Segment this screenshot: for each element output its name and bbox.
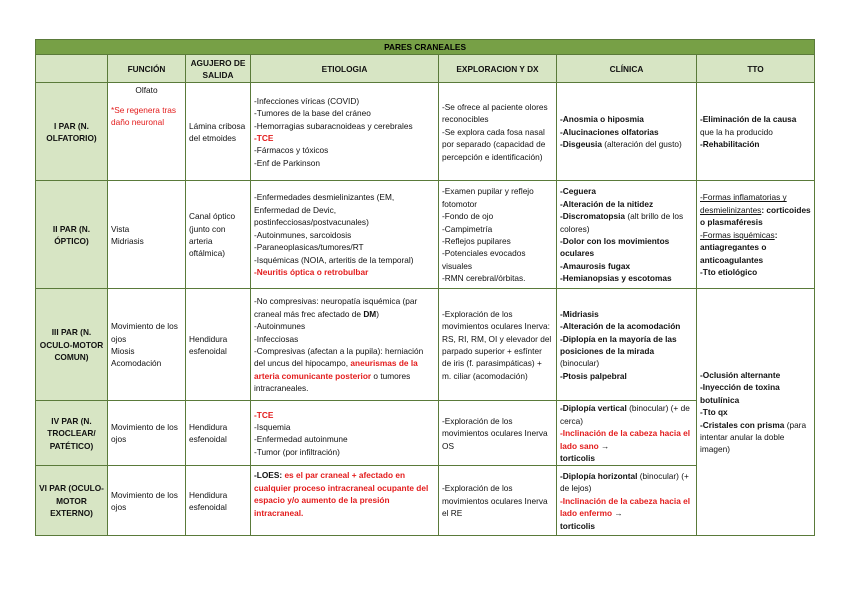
funcion-cell [108, 83, 186, 181]
etiologia-item-highlight: -TCE [254, 409, 274, 420]
clinica-item: -Anosmia o hiposmia [560, 114, 644, 125]
tto-cell [697, 181, 815, 289]
clinica-item: -Amaurosis fugax [560, 260, 631, 271]
funcion-text: Acomodación [111, 358, 162, 369]
clinica-item: -Diplopía vertical [560, 403, 627, 414]
tto-item: -Eliminación de la causa [700, 114, 797, 125]
nerve-label: IV PAR (N. TROCLEAR/ PATÉTICO) [36, 401, 108, 466]
header-exploracion: EXPLORACION Y DX [439, 55, 557, 83]
tto-cell [697, 83, 815, 181]
etiologia-item: -Enfermedades desmielinizantes (EM, Enfermedad de Devic, postinfecciosas/postvacunales) [254, 192, 395, 228]
table-row [36, 83, 815, 181]
tto-item: -Rehabilitación [700, 139, 760, 150]
etiologia-item: -LOES [254, 470, 280, 481]
clinica-item: -Diplopía horizontal [560, 470, 638, 481]
clinica-item: -Alucinaciones olfatorias [560, 126, 659, 137]
etiologia-separator: : [279, 470, 285, 481]
exploracion-item: -RMN cerebral/órbitas. [442, 273, 526, 284]
exploracion-cell [439, 289, 557, 401]
clinica-cell [557, 401, 697, 466]
etiologia-item: -Autoinmunes [254, 321, 306, 332]
clinica-item-detail: (binocular) (+ de cerca) [560, 403, 690, 426]
etiologia-cell [251, 401, 439, 466]
funcion-text: Olfato [135, 85, 158, 96]
etiologia-item-highlight: aneurismas de la arteria comunicante posterior [254, 358, 418, 381]
etiologia-item-highlight: -Neuritis óptica o retrobulbar [254, 266, 369, 277]
clinica-cell [557, 466, 697, 536]
etiologia-item: -Hemorragias subaracnoideas y cerebrales [254, 120, 413, 131]
tto-item: -Cristales con prisma [700, 419, 785, 430]
cranial-nerves-table [35, 39, 815, 536]
exploracion-cell [439, 83, 557, 181]
agujero-cell: Hendidura esfenoidal [186, 466, 251, 536]
clinica-item: -Midriasis [560, 308, 599, 319]
funcion-cell: Movimiento de los ojos [108, 466, 186, 536]
etiologia-item: -Isquémicas (NOIA, arteritis de la temporal) [254, 254, 414, 265]
etiologia-item: -Infecciosas [254, 333, 299, 344]
etiologia-item: -Enf de Parkinson [254, 157, 320, 168]
funcion-text: Movimiento de los ojos [111, 321, 178, 344]
header-tto: TTO [697, 55, 815, 83]
tto-item: -Tto qx [700, 407, 728, 418]
clinica-item-detail: (binocular) (+ de lejos) [560, 470, 689, 494]
etiologia-cell [251, 181, 439, 289]
exploracion-item: -Se ofrece al paciente olores reconocibles [442, 101, 548, 125]
exploracion-item: -Reflejos pupilares [442, 235, 511, 246]
tto-item-detail: que la ha producido [700, 126, 773, 137]
exploracion-item: -Fondo de ojo [442, 211, 494, 222]
clinica-item-highlight: -Inclinación de la cabeza hacia el lado enfermo [560, 495, 691, 519]
nerve-label: III PAR (N. OCULO-MOTOR COMUN) [36, 289, 108, 401]
header-agujero: AGUJERO DE SALIDA [186, 55, 251, 83]
table-row [36, 289, 815, 401]
exploracion-item: -Examen pupilar y reflejo fotomotor [442, 186, 534, 209]
etiologia-item-highlight: es el par craneal + afectado en cualquier proceso intracraneal ocupante del espacio y/o aumento de la presión intracraneal. [254, 470, 429, 518]
etiologia-item: o tumores intracraneales. [254, 370, 411, 394]
funcion-cell [108, 289, 186, 401]
exploracion-cell [439, 401, 557, 466]
exploracion-cell [439, 466, 557, 536]
clinica-item: -Disgeusia [560, 139, 602, 150]
etiologia-item: -No compresivas: neuropatía isquémica (par craneal más frec afectado de [254, 296, 418, 319]
tto-item: -Tto etiológico [700, 266, 758, 277]
exploracion-item: -Se explora cada fosa nasal por separado (capacidad de percepción e identificación) [442, 126, 546, 162]
clinica-item-detail: (binocular) [560, 358, 600, 369]
etiologia-item: ) [376, 308, 379, 319]
clinica-item: -Discromatopsia [560, 211, 626, 222]
tto-item-underlined: -Formas isquémicas [700, 229, 775, 240]
header-clinica: CLÍNICA [557, 55, 697, 83]
tto-item: -Oclusión alternante [700, 370, 781, 380]
clinica-cell [557, 289, 697, 401]
header-corner [36, 55, 108, 83]
clinica-item: -Ceguera [560, 186, 596, 197]
tto-item: : antiagregantes o anticoagulantes [700, 229, 778, 265]
etiologia-cell [251, 289, 439, 401]
funcion-cell: Movimiento de los ojos [108, 401, 186, 466]
nerve-label: II PAR (N. ÓPTICO) [36, 181, 108, 289]
clinica-item: -Diplopía en la mayoría de las posiciones de la mirada [560, 333, 677, 356]
etiologia-item: -Tumor (por infiltración) [254, 446, 340, 457]
clinica-item-highlight: -Inclinación de la cabeza hacia el lado sano [560, 428, 691, 451]
etiologia-item: -Paraneoplasicas/tumores/RT [254, 242, 364, 253]
etiologia-item: -Autoinmunes, sarcoidosis [254, 229, 352, 240]
tto-item: : corticoides o plasmaféresis [700, 204, 811, 228]
tto-item: -Inyección de toxina botulínica [700, 382, 780, 405]
etiologia-cell [251, 83, 439, 181]
etiologia-item-highlight: -TCE [254, 132, 274, 143]
clinica-item: -Alteración de la nitidez [560, 198, 654, 209]
tto-cell-shared [697, 289, 815, 536]
regeneration-note: *Se regenera tras daño neuronal [111, 104, 177, 128]
etiologia-item: -Tumores de la base del cráneo [254, 108, 371, 119]
arrow-icon: → [598, 440, 610, 451]
clinica-cell [557, 83, 697, 181]
etiologia-cell [251, 466, 439, 536]
exploracion-item: -Potenciales evocados visuales [442, 248, 526, 271]
funcion-text: Vista [111, 223, 130, 234]
funcion-text: Midriasis [111, 235, 144, 246]
clinica-cell [557, 181, 697, 289]
etiologia-dm: DM [363, 308, 377, 319]
arrow-icon: → [612, 508, 623, 519]
clinica-item-detail: (alteración del gusto) [601, 139, 682, 150]
clinica-item-detail: (alt brillo de los colores) [560, 211, 684, 234]
clinica-item: torticolis [560, 453, 596, 464]
tto-item-detail: (para intentar anular la doble imagen) [700, 419, 807, 455]
exploracion-item: -Exploración de los movimientos oculares Inerva: RS, RI, RM, OI y elevador del parpado superior + esfínter de iris (f. parasimpáticas) + m. ciliar (acomodación) [442, 308, 552, 381]
agujero-cell: Hendidura esfenoidal [186, 401, 251, 466]
clinica-item: -Dolor con los movimientos oculares [560, 235, 670, 259]
nerve-label: I PAR (N. OLFATORIO) [36, 83, 108, 181]
funcion-cell [108, 181, 186, 289]
header-funcion: FUNCIÓN [108, 55, 186, 83]
etiologia-item: -Enfermedad autoinmune [254, 434, 348, 445]
clinica-item: -Alteración de la acomodación [560, 321, 681, 332]
etiologia-item: -Compresivas (afectan a la pupila): herniación del uncus del hipocampo, [254, 345, 424, 369]
agujero-cell: Lámina cribosa del etmoides [186, 83, 251, 181]
header-etiologia: ETIOLOGIA [251, 55, 439, 83]
etiologia-item: -Isquemia [254, 422, 291, 433]
agujero-cell: Canal óptico (junto con arteria oftálmica) [186, 181, 251, 289]
etiologia-item: -Fármacos y tóxicos [254, 145, 329, 156]
exploracion-item: -Campimetría [442, 223, 493, 234]
exploracion-item: -Exploración de los movimientos oculares Inerva OS [442, 415, 548, 451]
funcion-text: Miosis [111, 345, 135, 356]
clinica-item: torticolis [560, 520, 596, 531]
clinica-item: -Ptosis palpebral [560, 370, 627, 381]
table-title: PARES CRANEALES [36, 40, 815, 55]
clinica-item: -Hemianopsias y escotomas [560, 273, 672, 284]
tto-item-underlined: -Formas inflamatorias y desmielinizantes [700, 192, 787, 215]
nerve-label: VI PAR (OCULO-MOTOR EXTERNO) [36, 466, 108, 536]
agujero-cell: Hendidura esfenoidal [186, 289, 251, 401]
exploracion-cell [439, 181, 557, 289]
etiologia-item: -Infecciones víricas (COVID) [254, 95, 360, 106]
exploracion-item: -Exploración de los movimientos oculares Inerva el RE [442, 483, 548, 519]
table-row [36, 181, 815, 289]
